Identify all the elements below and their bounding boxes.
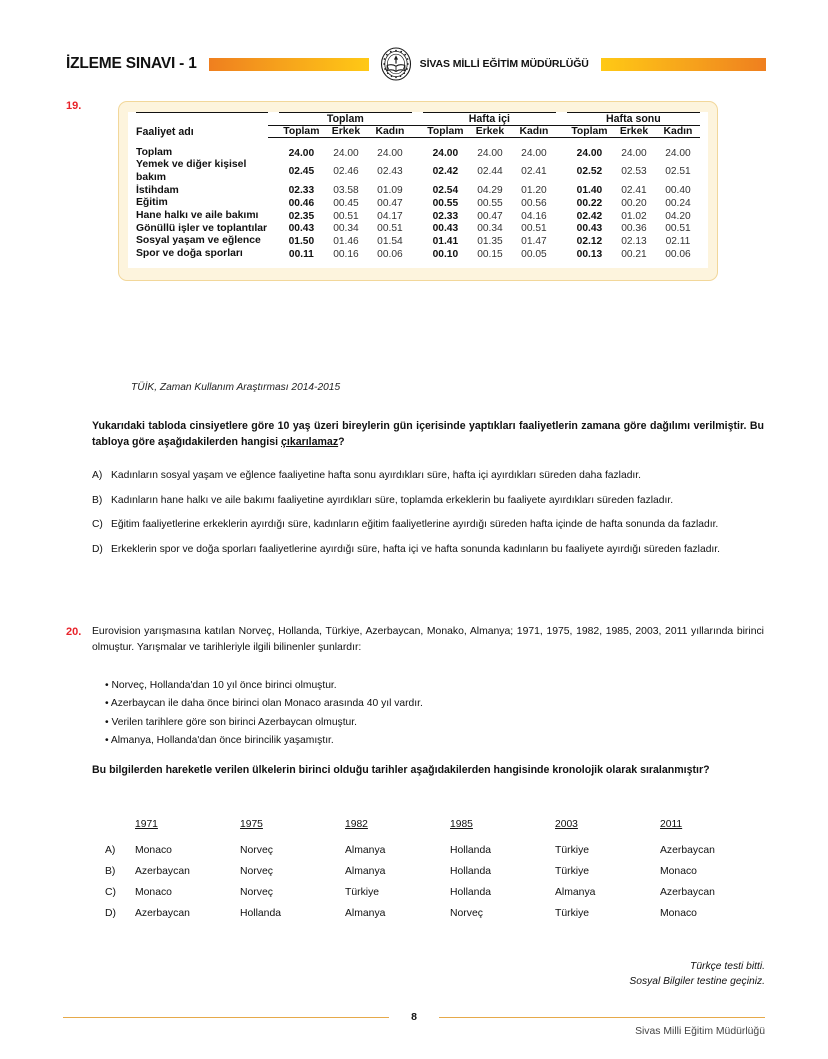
cell-hafta-ici-kadin: 00.56 — [521, 198, 547, 210]
cell-hafta-sonu-kadin: 04.20 — [665, 210, 691, 222]
year-header-2003 — [555, 814, 660, 836]
cell-hafta-sonu-toplam: 00.22 — [576, 198, 603, 210]
subheader-erkek-3: Erkek — [612, 126, 656, 138]
bullet-item: • Norveç, Hollanda'dan 10 yıl önce birinci olmuştur. — [105, 680, 337, 691]
gap-cell — [556, 235, 567, 248]
cell-toplam-toplam: 00.46 — [288, 198, 315, 210]
question-19-stem — [92, 418, 764, 451]
cell-toplam-toplam: 00.43 — [288, 223, 315, 235]
header-bar-left — [209, 58, 369, 71]
table-row-activity: Toplam — [136, 146, 173, 158]
question-20-number: 20. — [66, 626, 82, 638]
table-row — [136, 248, 700, 268]
gap-cell — [268, 210, 279, 223]
cell-hafta-sonu-toplam: 00.13 — [576, 248, 603, 260]
cell-hafta-sonu-erkek: 00.21 — [621, 248, 647, 260]
option-text: Eğitim faaliyetlerine erkeklerin ayırdığı süre, kadınların eğitim faaliyetlerine ayırdığı süreden hafta içinde de hafta sonunda da fazladır. — [111, 519, 719, 531]
option-value-1982: Almanya — [345, 866, 386, 877]
table-row — [136, 223, 700, 236]
option-d[interactable] — [92, 542, 768, 558]
year-header-spacer — [105, 814, 135, 836]
option-label: B) — [92, 494, 103, 506]
option-a[interactable] — [105, 836, 765, 861]
option-b[interactable] — [92, 493, 768, 509]
cell-hafta-sonu-erkek: 02.13 — [621, 236, 647, 248]
table-inner-surface — [128, 112, 708, 268]
cell-hafta-sonu-toplam: 02.12 — [576, 236, 603, 248]
gap-cell — [268, 138, 279, 160]
cell-hafta-sonu-kadin: 00.51 — [665, 223, 691, 235]
option-value-1982: Almanya — [345, 845, 386, 856]
year-body — [105, 836, 765, 926]
gap-cell — [412, 113, 423, 126]
cell-toplam-erkek: 01.46 — [333, 236, 359, 248]
cell-hafta-ici-kadin: 02.41 — [521, 166, 547, 178]
cell-toplam-kadin: 02.43 — [377, 166, 403, 178]
cell-hafta-ici-toplam: 02.42 — [432, 166, 459, 178]
year-header-2011 — [660, 814, 765, 836]
option-value-1985: Hollanda — [450, 887, 492, 898]
subheader-toplam-1: Toplam — [279, 126, 324, 138]
cell-hafta-sonu-kadin: 02.51 — [665, 166, 691, 178]
question-19-options — [92, 468, 768, 567]
subheader-toplam-3: Toplam — [567, 126, 612, 138]
year-header — [105, 814, 765, 836]
cell-hafta-sonu-erkek: 01.02 — [621, 210, 647, 222]
table-row — [136, 185, 700, 198]
cell-hafta-ici-toplam: 01.41 — [432, 236, 459, 248]
cell-toplam-kadin: 01.54 — [377, 236, 403, 248]
cell-toplam-toplam: 24.00 — [288, 147, 315, 159]
gap-cell — [412, 248, 423, 268]
question-19-number: 19. — [66, 100, 82, 112]
page-header — [66, 47, 766, 81]
cell-hafta-ici-kadin: 01.47 — [521, 236, 547, 248]
option-value-1971: Monaco — [135, 887, 172, 898]
year-label: 1975 — [240, 819, 263, 830]
option-c[interactable] — [92, 517, 768, 533]
option-value-1971: Azerbaycan — [135, 866, 190, 877]
question-20-bullet-list — [105, 677, 765, 750]
option-value-2011: Monaco — [660, 908, 697, 919]
year-label: 2011 — [660, 819, 683, 830]
cell-hafta-ici-erkek: 00.34 — [477, 223, 503, 235]
table-row-activity: Sosyal yaşam ve eğlence — [136, 235, 261, 247]
table-row — [136, 197, 700, 210]
option-b[interactable] — [105, 861, 765, 882]
gap-cell — [268, 159, 279, 184]
cell-hafta-sonu-kadin: 00.24 — [665, 198, 691, 210]
option-value-2003: Almanya — [555, 887, 596, 898]
cell-hafta-sonu-toplam: 01.40 — [576, 185, 603, 197]
table-head — [136, 113, 700, 138]
year-label: 1971 — [135, 819, 158, 830]
table-group-header-row — [136, 113, 700, 126]
subheader-toplam-2: Toplam — [423, 126, 468, 138]
cell-hafta-sonu-erkek: 24.00 — [621, 147, 647, 159]
option-value-1975: Norveç — [240, 845, 273, 856]
table-row — [136, 210, 700, 223]
cell-hafta-sonu-erkek: 00.20 — [621, 198, 647, 210]
year-header-1971 — [135, 814, 240, 836]
cell-hafta-ici-kadin: 04.16 — [521, 210, 547, 222]
page-number: 8 — [411, 1011, 417, 1023]
gap-cell — [556, 210, 567, 223]
cell-toplam-erkek: 00.16 — [333, 248, 359, 260]
option-value-1985: Norveç — [450, 908, 483, 919]
option-c[interactable] — [105, 882, 765, 903]
cell-hafta-sonu-kadin: 00.06 — [665, 248, 691, 260]
cell-hafta-sonu-kadin: 24.00 — [665, 147, 691, 159]
cell-hafta-ici-toplam: 00.55 — [432, 198, 459, 210]
option-value-2011: Azerbaycan — [660, 845, 715, 856]
subheader-kadin-2: Kadın — [512, 126, 556, 138]
option-value-1982: Almanya — [345, 908, 386, 919]
cell-hafta-ici-toplam: 02.33 — [432, 210, 459, 222]
cell-toplam-toplam: 02.33 — [288, 185, 315, 197]
gap-cell — [412, 197, 423, 210]
cell-toplam-toplam: 02.35 — [288, 210, 315, 222]
cell-hafta-ici-erkek: 04.29 — [477, 185, 503, 197]
option-value-1971: Monaco — [135, 845, 172, 856]
table-row-activity: Hane halkı ve aile bakımı — [136, 209, 259, 221]
cell-hafta-ici-erkek: 01.35 — [477, 236, 503, 248]
option-value-1971: Azerbaycan — [135, 908, 190, 919]
cell-hafta-sonu-toplam: 24.00 — [576, 147, 603, 159]
option-value-1985: Hollanda — [450, 845, 492, 856]
question-19-stem-part2: ? — [338, 436, 345, 449]
endnote-line-2: Sosyal Bilgiler testine geçiniz. — [629, 975, 765, 987]
question-19-table-box — [118, 101, 718, 281]
table-row — [136, 138, 700, 160]
footer-organization: Sivas Milli Eğitim Müdürlüğü — [635, 1026, 765, 1037]
cell-hafta-sonu-toplam: 02.52 — [576, 166, 603, 178]
option-value-2003: Türkiye — [555, 866, 590, 877]
question-20-stem: Eurovision yarışmasına katılan Norveç, Hollanda, Türkiye, Azerbaycan, Monako, Almanya; 1971, 1975, 1982, 1985, 2003, 2011 yıllarında birinci olmuştur. Yarışmalar ve tarihleriyle ilgili bilinenler şunlardır: — [92, 626, 764, 654]
table-row-activity: İstihdam — [136, 184, 179, 196]
year-header-1975 — [240, 814, 345, 836]
gap-cell — [412, 210, 423, 223]
table-row-activity: Eğitim — [136, 197, 168, 209]
option-value-1975: Norveç — [240, 887, 273, 898]
cell-toplam-kadin: 00.47 — [377, 198, 403, 210]
cell-hafta-ici-erkek: 02.44 — [477, 166, 503, 178]
gap-cell — [412, 223, 423, 236]
end-of-test-note — [629, 960, 765, 990]
exam-title: İZLEME SINAVI - 1 — [66, 55, 197, 72]
gap-cell — [556, 126, 567, 138]
option-d[interactable] — [105, 903, 765, 926]
cell-hafta-ici-kadin: 00.05 — [521, 248, 547, 260]
subheader-erkek-1: Erkek — [324, 126, 368, 138]
cell-hafta-ici-toplam: 00.43 — [432, 223, 459, 235]
option-value-2011: Azerbaycan — [660, 887, 715, 898]
gap-cell — [268, 126, 279, 138]
year-header-1985 — [450, 814, 555, 836]
gap-cell — [556, 159, 567, 184]
option-value-1975: Hollanda — [240, 908, 282, 919]
cell-toplam-toplam: 02.45 — [288, 166, 315, 178]
option-value-1975: Norveç — [240, 866, 273, 877]
cell-hafta-ici-erkek: 00.55 — [477, 198, 503, 210]
gap-cell — [268, 113, 279, 126]
cell-toplam-kadin: 24.00 — [377, 147, 403, 159]
question-20-ask: Bu bilgilerden hareketle verilen ülkelerin birinci olduğu tarihler aşağıdakilerden hangisinde kronolojik olarak sıralanmıştır? — [92, 764, 710, 776]
group-header-hafta-ici: Hafta içi — [423, 113, 556, 126]
cell-hafta-ici-kadin: 24.00 — [521, 147, 547, 159]
option-value-1982: Türkiye — [345, 887, 380, 898]
option-label: A) — [105, 845, 116, 856]
cell-hafta-ici-kadin: 01.20 — [521, 185, 547, 197]
option-value-1985: Hollanda — [450, 866, 492, 877]
question-19-stem-underlined: çıkarılamaz — [280, 436, 339, 449]
endnote-line-1: Türkçe testi bitti. — [690, 961, 765, 972]
option-label: B) — [105, 866, 116, 877]
cell-toplam-erkek: 03.58 — [333, 185, 359, 197]
cell-toplam-erkek: 02.46 — [333, 166, 359, 178]
header-organization: SİVAS MİLLİ EĞİTİM MÜDÜRLÜĞÜ — [419, 58, 589, 70]
cell-hafta-ici-kadin: 00.51 — [521, 223, 547, 235]
option-value-2003: Türkiye — [555, 845, 590, 856]
bullet-item: • Verilen tarihlere göre son birinci Azerbaycan olmuştur. — [105, 716, 358, 728]
meb-emblem-icon — [377, 47, 415, 81]
cell-toplam-erkek: 24.00 — [333, 147, 359, 159]
cell-hafta-sonu-erkek: 00.36 — [621, 223, 647, 235]
cell-hafta-sonu-erkek: 02.53 — [621, 166, 647, 178]
cell-hafta-ici-erkek: 24.00 — [477, 147, 503, 159]
cell-hafta-sonu-toplam: 02.42 — [576, 210, 603, 222]
cell-toplam-kadin: 00.51 — [377, 223, 403, 235]
cell-hafta-sonu-toplam: 00.43 — [576, 223, 603, 235]
cell-toplam-erkek: 00.51 — [333, 210, 359, 222]
gap-cell — [556, 248, 567, 268]
gap-cell — [412, 126, 423, 138]
gap-cell — [556, 185, 567, 198]
year-label: 1982 — [345, 819, 368, 830]
option-value-2003: Türkiye — [555, 908, 590, 919]
group-header-toplam: Toplam — [279, 113, 412, 126]
year-header-row — [105, 814, 765, 836]
cell-toplam-erkek: 00.45 — [333, 198, 359, 210]
option-label: D) — [105, 908, 116, 919]
gap-cell — [268, 223, 279, 236]
table-row-activity: Gönüllü işler ve toplantılar — [136, 222, 268, 234]
cell-toplam-toplam: 00.11 — [288, 248, 314, 260]
option-label: D) — [92, 543, 103, 555]
gap-cell — [412, 159, 423, 184]
cell-hafta-ici-toplam: 00.10 — [432, 248, 459, 260]
cell-hafta-sonu-kadin: 02.11 — [665, 236, 691, 248]
time-use-table — [136, 112, 700, 268]
year-header-1982 — [345, 814, 450, 836]
cell-toplam-kadin: 01.09 — [377, 185, 403, 197]
footer-rule — [63, 1012, 765, 1023]
group-header-hafta-sonu: Hafta sonu — [567, 113, 700, 126]
table-row — [136, 159, 700, 184]
option-label: C) — [105, 887, 116, 898]
bullet-item: • Almanya, Hollanda'dan önce birincilik yaşamıştır. — [105, 734, 334, 746]
gap-cell — [556, 197, 567, 210]
gap-cell — [412, 235, 423, 248]
gap-cell — [412, 185, 423, 198]
question-20-answer-grid — [105, 814, 765, 926]
cell-hafta-ici-erkek: 00.15 — [477, 248, 503, 260]
cell-hafta-ici-erkek: 00.47 — [477, 210, 503, 222]
gap-cell — [268, 197, 279, 210]
table-corner-header: Faaliyet adı — [136, 113, 268, 138]
header-bar-right — [601, 58, 766, 71]
gap-cell — [556, 223, 567, 236]
option-text: Kadınların hane halkı ve aile bakımı faaliyetine ayırdıkları süre, toplamda erkeklerin bu faaliyete ayırdıkları süreden fazladır. — [111, 494, 674, 506]
cell-toplam-toplam: 01.50 — [288, 236, 315, 248]
gap-cell — [268, 185, 279, 198]
subheader-kadin-1: Kadın — [368, 126, 412, 138]
cell-hafta-ici-toplam: 02.54 — [432, 185, 459, 197]
subheader-erkek-2: Erkek — [468, 126, 512, 138]
option-text: Kadınların sosyal yaşam ve eğlence faaliyetine hafta sonu ayırdıkları süre, hafta içi ayırdıkları süreden daha fazladır. — [111, 470, 642, 481]
subheader-kadin-3: Kadın — [656, 126, 700, 138]
option-text: Erkeklerin spor ve doğa sporları faaliyetlerine ayırdığı süre, hafta içi ve hafta sonunda kadınların bu faaliyete ayırdığı süreden fazladır. — [111, 543, 721, 555]
option-a[interactable] — [92, 468, 768, 484]
gap-cell — [268, 248, 279, 268]
cell-hafta-sonu-kadin: 00.40 — [665, 185, 691, 197]
question-19-stem-part1: Yukarıdaki tabloda cinsiyetlere göre 10 yaş üzeri bireylerin gün içerisinde yaptıkları faaliyetlerin zamana göre dağılımı verilmiştir. Bu tabloya göre aşağıdakilerden hangisi — [92, 420, 764, 449]
year-label: 2003 — [555, 819, 578, 830]
table-source-citation: TÜİK, Zaman Kullanım Araştırması 2014-2015 — [131, 382, 341, 393]
table-row — [136, 235, 700, 248]
table-row-activity: Yemek ve diğer kişisel bakım — [136, 159, 247, 183]
cell-toplam-kadin: 00.06 — [377, 248, 403, 260]
gap-cell — [556, 138, 567, 160]
gap-cell — [556, 113, 567, 126]
option-value-2011: Monaco — [660, 866, 697, 877]
gap-cell — [268, 235, 279, 248]
option-label: A) — [92, 470, 103, 481]
cell-hafta-sonu-erkek: 02.41 — [621, 185, 647, 197]
option-label: C) — [92, 519, 103, 531]
gap-cell — [412, 138, 423, 160]
table-body — [136, 138, 700, 268]
year-label: 1985 — [450, 819, 473, 830]
cell-toplam-kadin: 04.17 — [377, 210, 403, 222]
cell-toplam-erkek: 00.34 — [333, 223, 359, 235]
cell-hafta-ici-toplam: 24.00 — [432, 147, 459, 159]
bullet-item: • Azerbaycan ile daha önce birinci olan Monaco arasında 40 yıl vardır. — [105, 698, 423, 710]
table-row-activity: Spor ve doğa sporları — [136, 248, 243, 259]
